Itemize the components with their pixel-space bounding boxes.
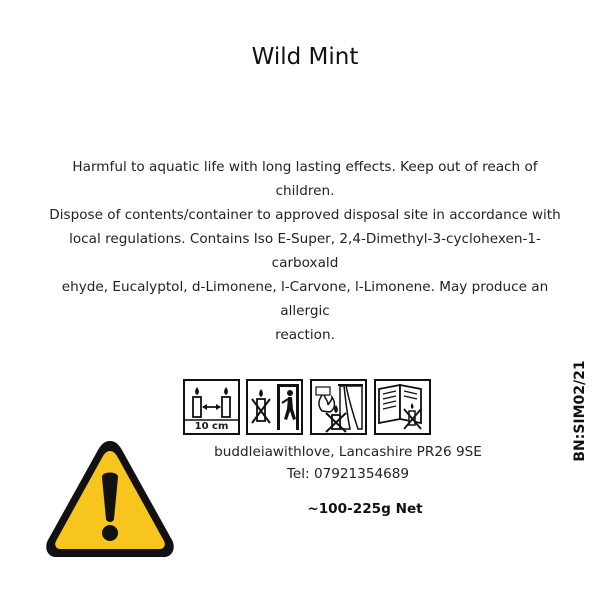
warning-text <box>44 155 566 347</box>
product-title: Wild Mint <box>251 44 359 70</box>
contact-address: buddleiawithlove, Lancashire PR26 9SE <box>214 444 482 460</box>
warning-line: ehyde, Eucalyptol, d-Limonene, l-Carvone, l-Limonene. May produce an allergic <box>61 279 549 319</box>
batch-number: BN:SIM02/21 <box>572 360 588 462</box>
safety-icons-row <box>183 379 433 435</box>
warning-line: local regulations. Contains Iso E-Super, 2,4-Dimethyl-3-cyclohexen-1-carboxald <box>69 231 541 271</box>
hazard-warning-icon <box>43 437 177 565</box>
warning-line: reaction. <box>275 327 335 343</box>
read-instructions-icon <box>374 379 431 439</box>
warning-line: Dispose of contents/container to approved disposal site in accordance with <box>49 207 561 223</box>
keep-away-from-flammables-icon <box>310 379 367 439</box>
warning-line: Harmful to aquatic life with long lasting effects. Keep out of reach of children. <box>72 159 538 199</box>
candle-spacing-label: 10 cm <box>194 421 229 432</box>
candle-spacing-icon <box>183 379 240 439</box>
never-leave-unattended-icon <box>246 379 303 439</box>
contact-tel: Tel: 07921354689 <box>286 466 410 482</box>
net-weight: ~100-225g Net <box>307 501 423 517</box>
